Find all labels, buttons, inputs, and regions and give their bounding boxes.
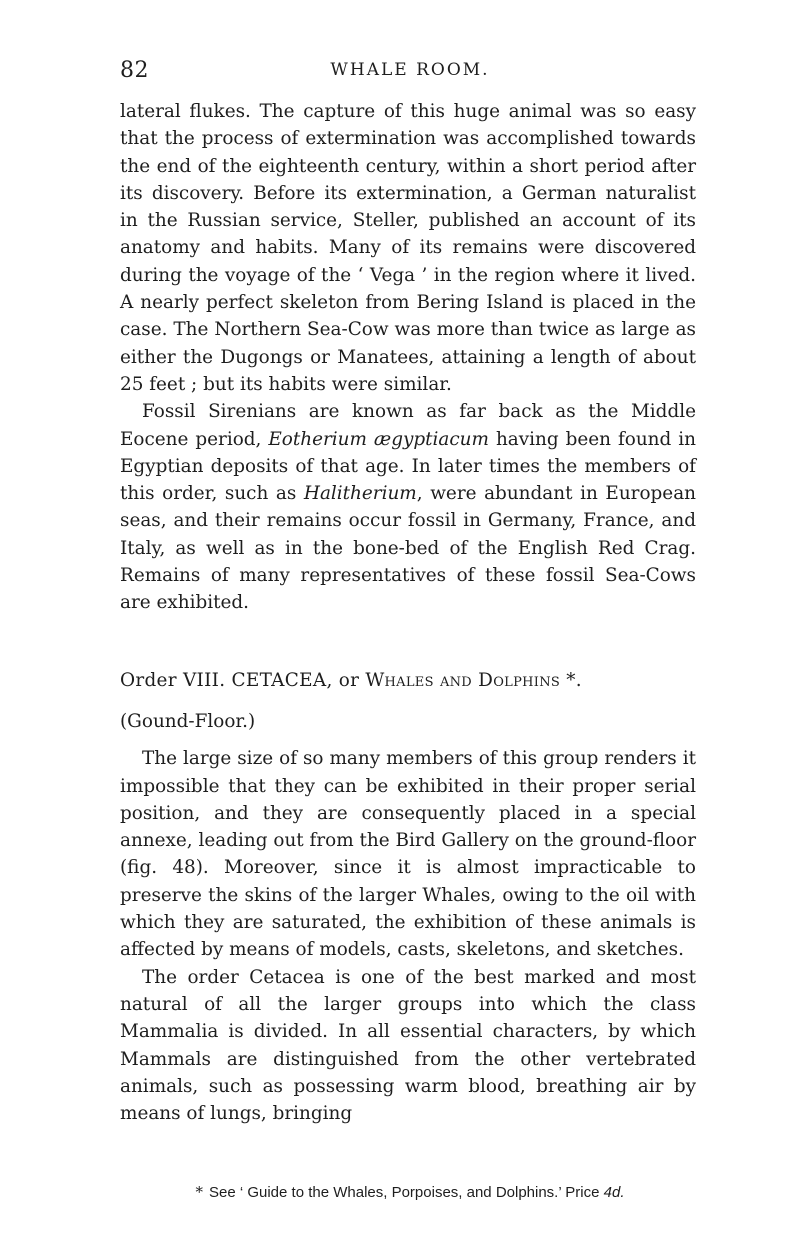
footnote-marker: * <box>195 1183 203 1201</box>
fossil-text-2: having been found in Egyptian deposits of that age. In later times the members of this order, such as <box>120 428 696 505</box>
running-head <box>120 58 700 88</box>
paragraph-continuation: lateral flukes. The capture of this huge animal was so easy that the process of extermination was accomplished towards the end of the eighteenth century, within a short period after its discovery. Before its extermination, a German naturalist in the Russian service, Steller, published an account of its anatomy and habits. Many of its remains were discovered during the voyage of the ‘ Vega ’ in the region where it lived. A nearly perfect skeleton from Bering Island is placed in the case. The Northern Sea-Cow was more than twice as large as either the Dugongs or Manatees, attaining a length of about 25 feet ; but its habits were similar. <box>120 101 696 395</box>
fossil-text-3: , were abundant in European seas, and their remains occur fossil in Germany, France, and Italy, as well as in the bone-bed of the English Red Crag. Remains of many representatives of these fossil Sea-Cows are exhibited. <box>120 483 696 614</box>
paragraph-size: The large size of so many members of this group renders it impossible that they can be exhibited in their proper serial position, and they are consequently placed in a special annexe, leading out from the Bird Gallery on the ground-floor (fig. 48). Moreover, since it is almost impracticable to preserve the skins of the larger Whales, owing to the oil with which they are saturated, the exhibition of these animals is affected by means of models, casts, skeletons, and sketches. <box>120 748 696 961</box>
floor-note: (Gound-Floor.) <box>120 710 256 732</box>
order-heading <box>120 667 696 694</box>
fossil-text-1: Fossil Sirenians are known as far back as the Middle Eocene period, <box>120 401 696 450</box>
footnote <box>120 1183 700 1201</box>
page-number: 82 <box>120 58 149 83</box>
footnote-text: See ‘ Guide to the Whales, Porpoises, and Dolphins.’ Price <box>208 1184 604 1201</box>
order-heading-common-name: Whales and Dolphins <box>365 669 561 691</box>
body-text <box>120 98 696 1127</box>
footnote-reference: *. <box>560 669 582 691</box>
paragraph-cetacea <box>120 964 696 1128</box>
running-title: WHALE ROOM. <box>330 60 490 80</box>
genus-eotherium: Eotherium ægyptiacum <box>268 428 489 450</box>
footnote-price: 4d. <box>603 1184 625 1201</box>
genus-halitherium: Halitherium <box>303 483 417 505</box>
cetacea-text-2: is one of the best marked and most natural of all the larger groups into which the class Mammalia is divided. In all essential characters, by which Mammals are distinguished from the other vertebrated animals, such as possessing warm blood, breathing air by means of lungs, bringing <box>120 966 696 1125</box>
cetacea-text-1: The order <box>142 966 250 988</box>
order-heading-prefix: Order VIII. CETACEA, or <box>120 669 366 691</box>
paragraph-fossil-sirenians <box>120 398 696 616</box>
cetacea-name: Cetacea <box>249 966 325 988</box>
